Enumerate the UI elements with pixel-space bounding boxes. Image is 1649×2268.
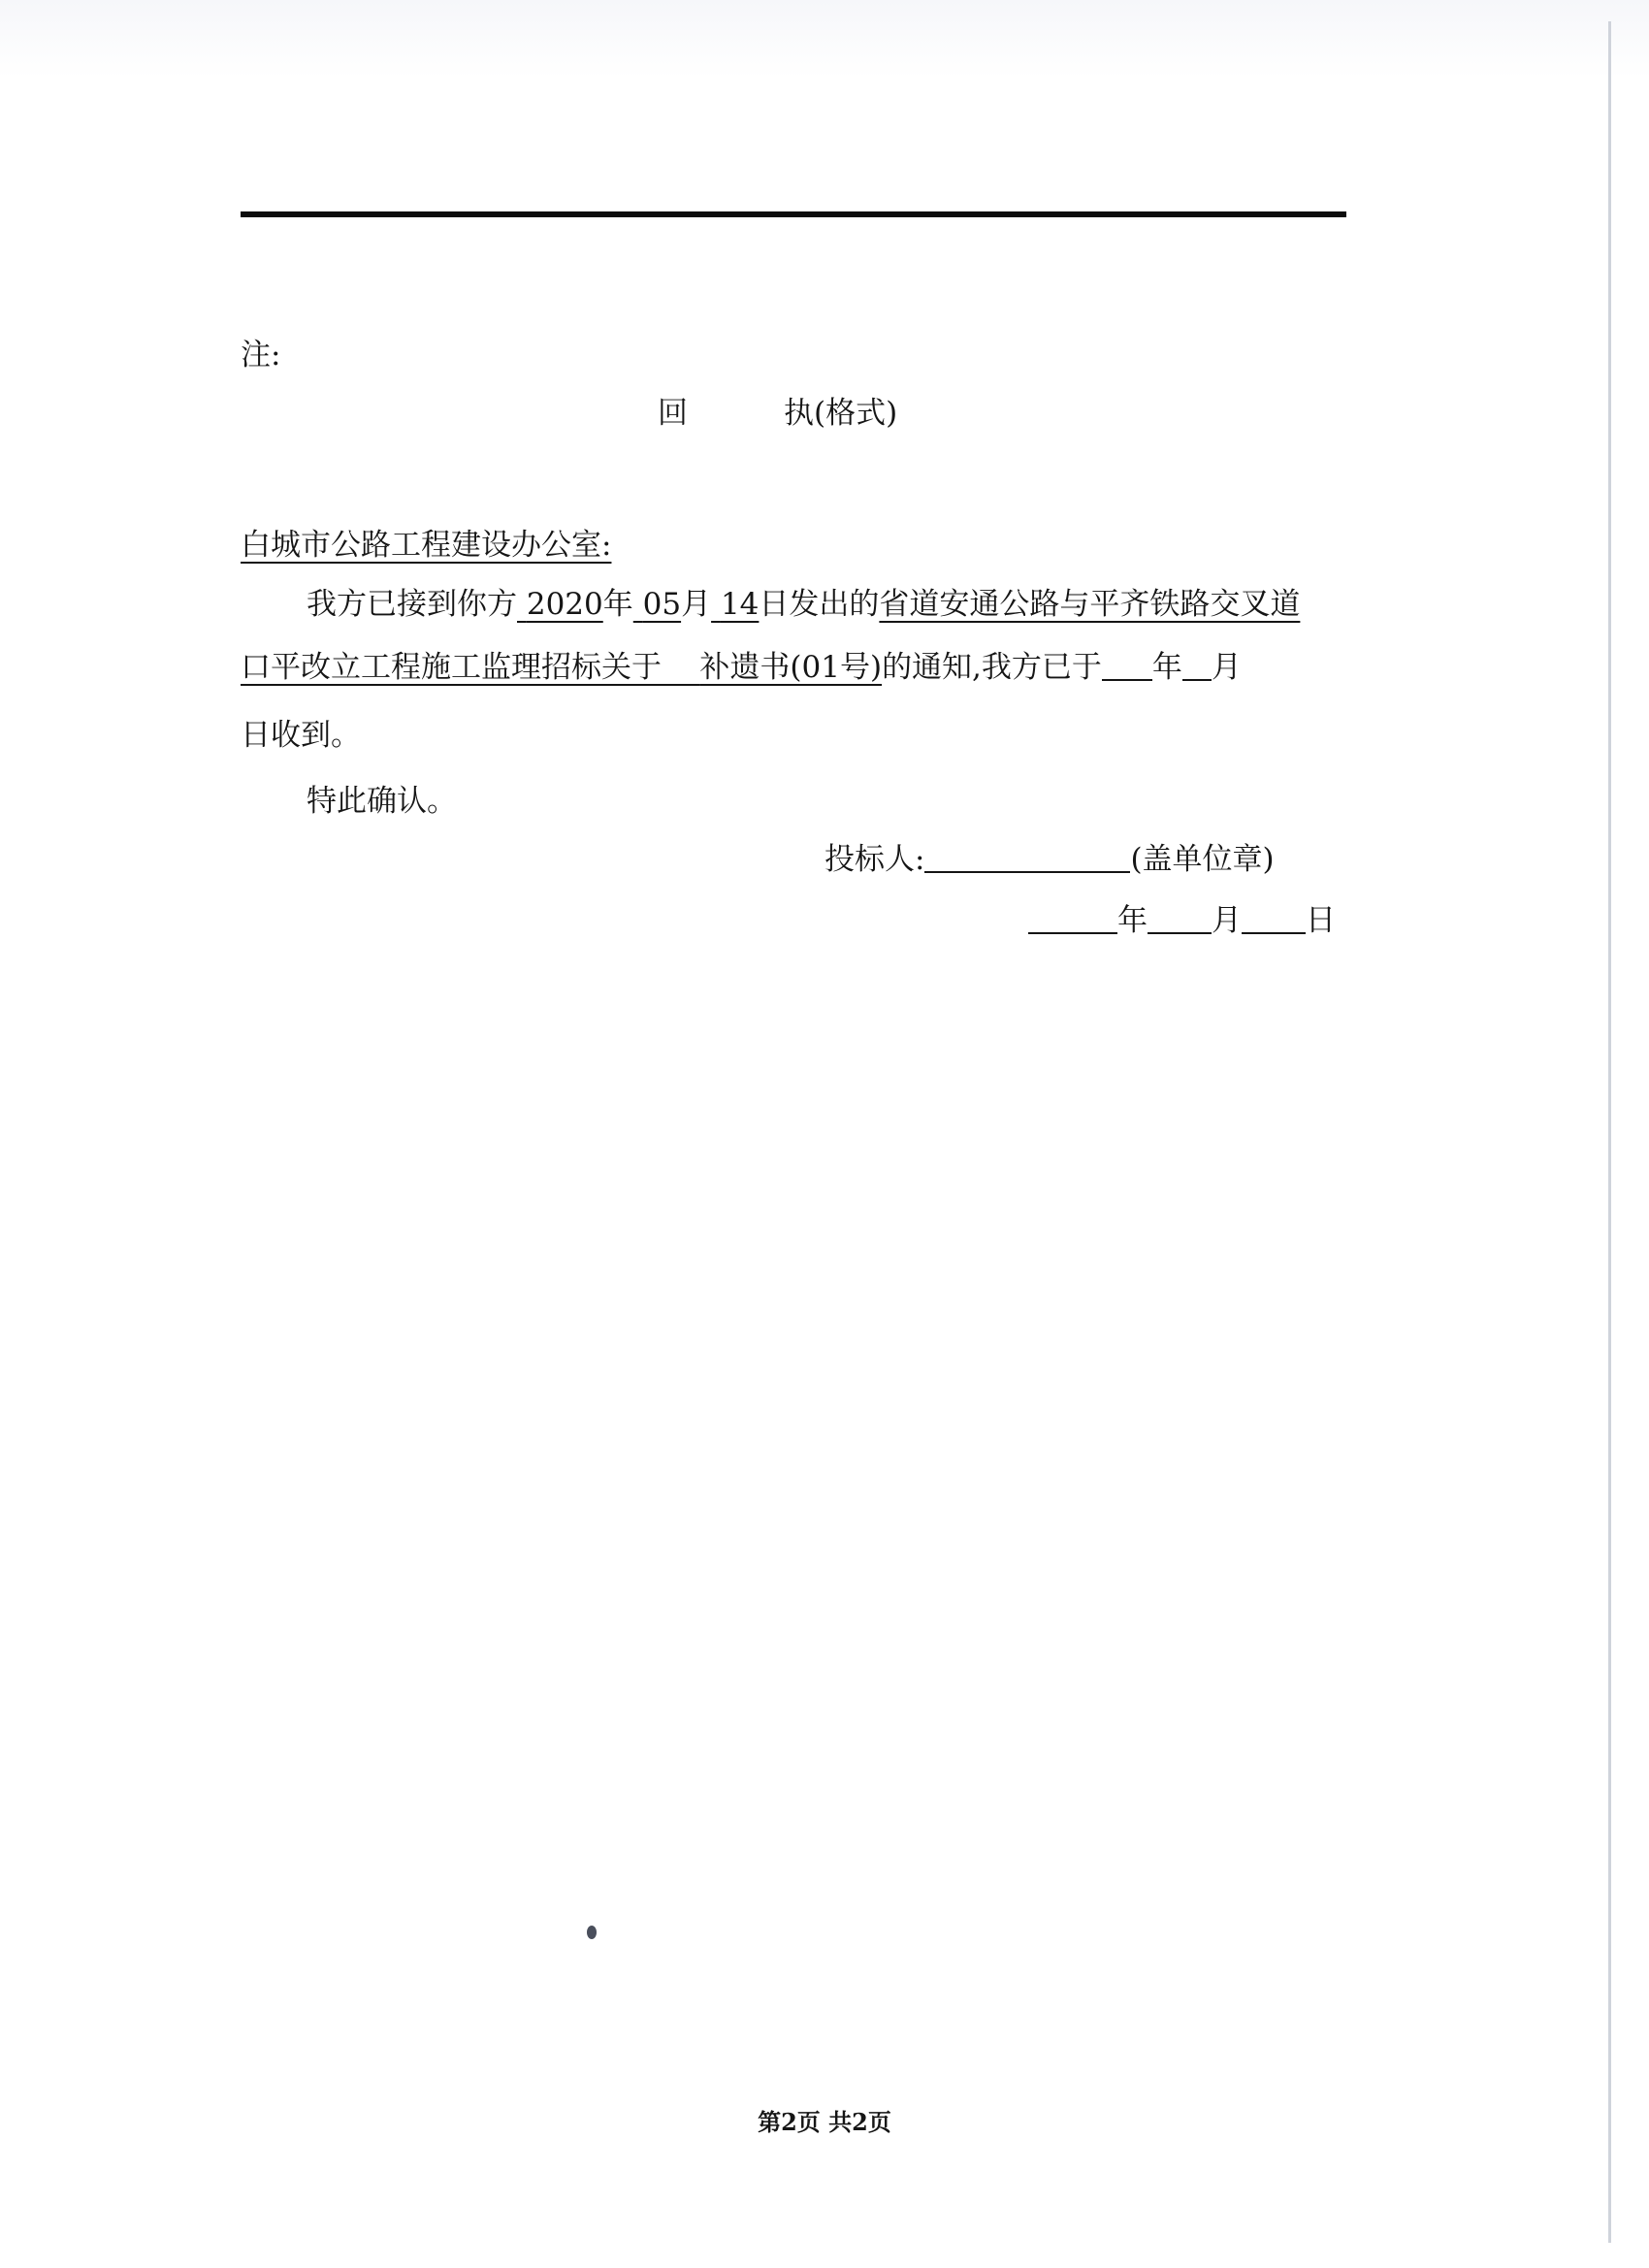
project-name-part-1: 省道安通公路与平齐铁路交叉道: [879, 587, 1301, 622]
receipt-title-left: 回: [658, 396, 688, 431]
date-year-blank: [1028, 903, 1117, 934]
issue-month-unit: 月: [681, 587, 712, 622]
page-number: 第2页 共2页: [758, 2108, 891, 2136]
body-intro: 我方已接到你方: [307, 587, 517, 622]
date-line: [1028, 901, 1336, 940]
bidder-label: 投标人:: [824, 842, 925, 877]
issue-month: 05: [642, 587, 682, 622]
bidder-blank: [924, 842, 1130, 873]
issue-day: 14: [720, 587, 760, 622]
header-rule: [241, 211, 1346, 217]
document-name: 补遗书(01号): [699, 650, 883, 685]
note-label: 注:: [241, 338, 281, 373]
issue-year: 2020: [526, 587, 603, 622]
received-month-blank: [1182, 650, 1212, 681]
addressee: 白城市公路工程建设办公室:: [241, 528, 612, 563]
receipt-title-right: 执(格式): [784, 396, 898, 431]
issue-day-unit: 日发出的: [759, 587, 880, 622]
date-day-unit: 日: [1306, 903, 1336, 938]
body-line-2: [241, 648, 1242, 687]
scan-shadow-top: [0, 0, 1649, 78]
issue-year-unit: 年: [602, 587, 633, 622]
date-day-blank: [1242, 903, 1306, 934]
received-month-unit: 月: [1211, 650, 1242, 685]
date-year-unit: 年: [1117, 903, 1148, 938]
received-year-unit: 年: [1151, 650, 1182, 685]
seal-note: (盖单位章): [1130, 842, 1275, 877]
date-month-unit: 月: [1212, 903, 1242, 938]
received-year-blank: [1102, 650, 1152, 681]
body-line-2-suffix: 的通知,我方已于: [882, 650, 1102, 685]
scan-speck: [587, 1926, 597, 1939]
body-line-1: [307, 585, 1300, 624]
scan-edge-right: [1608, 21, 1611, 2243]
signature-line: [824, 840, 1275, 879]
project-name-part-2: 口平改立工程施工监理招标关于: [241, 650, 662, 685]
date-month-blank: [1148, 903, 1212, 934]
confirm-text: 特此确认。: [307, 784, 457, 819]
body-line-3: 日收到。: [241, 718, 361, 753]
